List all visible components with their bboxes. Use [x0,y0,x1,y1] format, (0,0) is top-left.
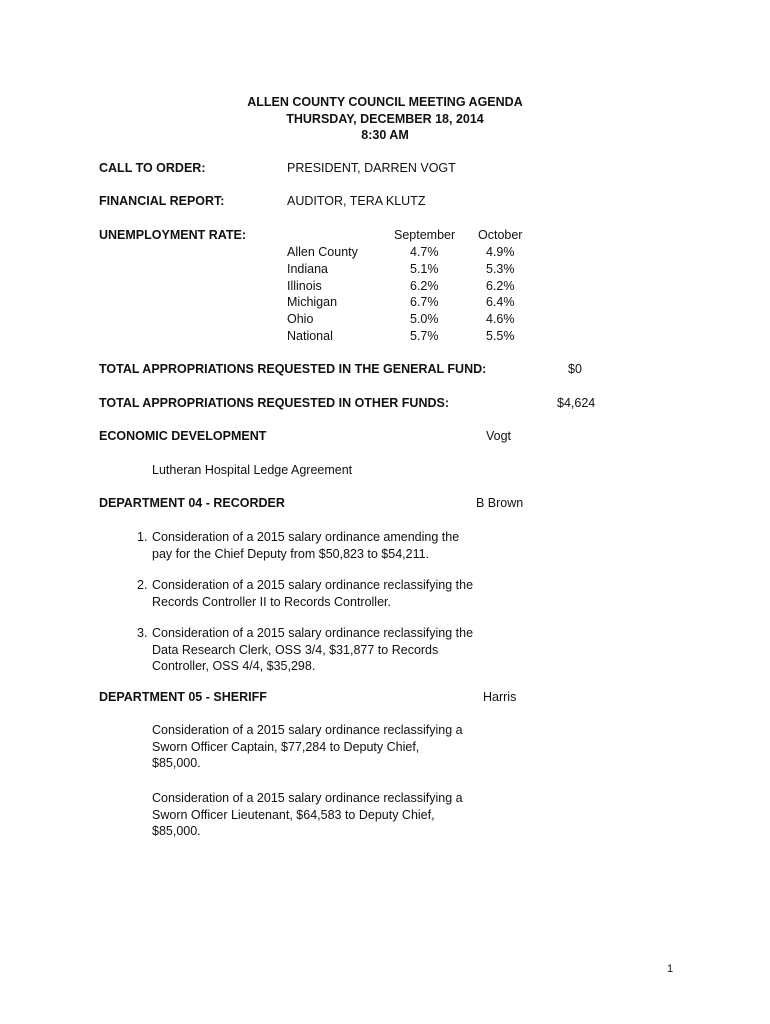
row-october: 4.9% [486,245,515,259]
row-september: 4.7% [410,245,439,259]
general-fund-label: TOTAL APPROPRIATIONS REQUESTED IN THE GENERAL FUND: [99,362,487,376]
other-funds-amount: $4,624 [557,396,596,410]
item-line: $85,000. [152,824,201,839]
financial-report-value: AUDITOR, TERA KLUTZ [287,194,426,208]
row-october: 6.4% [486,295,515,309]
call-to-order-label: CALL TO ORDER: [99,161,206,175]
header-title: ALLEN COUNTY COUNCIL MEETING AGENDA [247,95,523,109]
item-text [152,577,473,610]
list-item [152,722,463,772]
row-name: Illinois [287,279,322,293]
item-line: Consideration of a 2015 salary ordinance reclassifying the [152,626,474,640]
row-name: Michigan [287,295,338,309]
economic-development-item: Lutheran Hospital Ledge Agreement [152,463,353,477]
item-number: 1. [137,530,148,544]
row-september: 6.2% [410,279,439,293]
row-october: 6.2% [486,279,515,293]
row-october: 4.6% [486,312,515,326]
row-september: 5.7% [410,329,439,343]
item-line: Consideration of a 2015 salary ordinance amending the [152,530,460,544]
row-name: National [287,329,333,343]
item-number: 2. [137,578,148,592]
item-text [152,625,473,675]
header-date: THURSDAY, DECEMBER 18, 2014 [286,111,484,126]
item-line: Sworn Officer Captain, $77,284 to Deputy Chief, [152,739,420,754]
item-text [152,529,459,562]
item-number: 3. [137,626,148,640]
item-line: pay for the Chief Deputy from $50,823 to $54,211. [152,546,430,561]
row-name: Indiana [287,262,329,276]
other-funds-label: TOTAL APPROPRIATIONS REQUESTED IN OTHER FUNDS: [99,396,450,410]
item-line: $85,000. [152,756,201,771]
column-header-september: September [394,228,456,242]
economic-development-label: ECONOMIC DEVELOPMENT [99,429,267,443]
department-04-label: DEPARTMENT 04 - RECORDER [99,496,285,510]
row-october: 5.5% [486,329,515,343]
department-05-label: DEPARTMENT 05 - SHERIFF [99,690,267,704]
row-september: 5.1% [410,262,439,276]
item-line: Controller, OSS 4/4, $35,298. [152,659,316,674]
header-time: 8:30 AM [361,128,409,143]
item-line: Consideration of a 2015 salary ordinance reclassifying a [152,723,463,737]
item-line: Consideration of a 2015 salary ordinance reclassifying a [152,791,463,805]
item-line: Data Research Clerk, OSS 3/4, $31,877 to Records [152,642,439,657]
list-item [152,790,463,840]
page-number: 1 [667,963,674,975]
row-september: 6.7% [410,295,439,309]
financial-report-label: FINANCIAL REPORT: [99,194,225,208]
unemployment-label: UNEMPLOYMENT RATE: [99,228,246,242]
item-line: Records Controller II to Records Controller. [152,594,391,609]
row-september: 5.0% [410,312,439,326]
row-name: Allen County [287,245,358,259]
row-name: Ohio [287,312,314,326]
call-to-order-value: PRESIDENT, DARREN VOGT [287,161,456,175]
column-header-october: October [478,228,523,242]
economic-development-presenter: Vogt [486,429,512,443]
agenda-header [0,94,770,144]
item-line: Consideration of a 2015 salary ordinance reclassifying the [152,578,474,592]
department-04-presenter: B Brown [476,496,524,510]
item-line: Sworn Officer Lieutenant, $64,583 to Deputy Chief, [152,807,435,822]
general-fund-amount: $0 [568,362,582,376]
department-05-presenter: Harris [483,690,517,704]
row-october: 5.3% [486,262,515,276]
